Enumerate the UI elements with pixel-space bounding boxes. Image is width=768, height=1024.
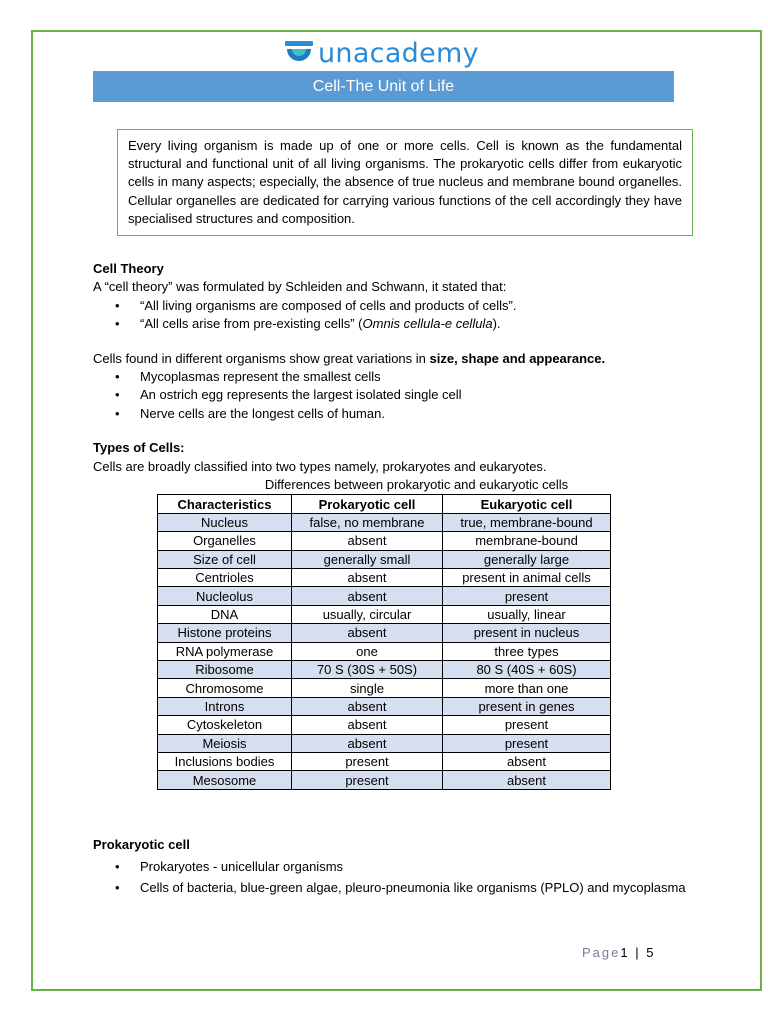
cell-theory-list	[93, 297, 693, 334]
table-cell: present	[443, 734, 611, 752]
table-header: Characteristics	[158, 495, 292, 513]
page-title: Cell-The Unit of Life	[93, 71, 674, 102]
table-cell: absent	[292, 532, 443, 550]
table-row	[158, 734, 611, 752]
table-cell: absent	[292, 734, 443, 752]
table-cell: absent	[443, 752, 611, 770]
table-cell: RNA polymerase	[158, 642, 292, 660]
table-cell: Histone proteins	[158, 624, 292, 642]
variations-lead	[93, 350, 693, 368]
table-row	[158, 752, 611, 770]
unacademy-logo-icon	[284, 38, 314, 68]
lead-text: Cells found in different organisms show great variations in	[93, 350, 430, 366]
table-cell: present in animal cells	[443, 569, 611, 587]
table-header-row	[158, 495, 611, 513]
table-cell: three types	[443, 642, 611, 660]
table-cell: present	[443, 587, 611, 605]
list-item-text: “All cells arise from pre-existing cells” (	[140, 316, 363, 332]
types-intro: Cells are broadly classified into two types namely, prokaryotes and eukaryotes.	[93, 458, 547, 474]
table-cell: Nucleolus	[158, 587, 292, 605]
list-item: • Cells of bacteria, blue-green algae, pleuro-pneumonia like organisms (PPLO) and mycoplasma	[93, 879, 693, 897]
table-cell: one	[292, 642, 443, 660]
variations-list	[93, 368, 693, 423]
page-footer	[582, 945, 655, 960]
main-content	[93, 260, 693, 897]
table-cell: true, membrane-bound	[443, 513, 611, 531]
latin-phrase: Omnis cellula-e cellula	[362, 316, 493, 332]
table-cell: single	[292, 679, 443, 697]
table-cell: membrane-bound	[443, 532, 611, 550]
table-cell: Organelles	[158, 532, 292, 550]
list-item: • Prokaryotes - unicellular organisms	[93, 858, 693, 876]
table-cell: more than one	[443, 679, 611, 697]
table-cell: DNA	[158, 605, 292, 623]
brand-name: unacademy	[318, 37, 479, 69]
table-cell: Centrioles	[158, 569, 292, 587]
table-cell: Mesosome	[158, 771, 292, 789]
table-row	[158, 679, 611, 697]
table-cell: present in genes	[443, 697, 611, 715]
lead-emphasis: size, shape and appearance	[429, 350, 602, 366]
table-row	[158, 587, 611, 605]
list-item: • Mycoplasmas represent the smallest cells	[93, 368, 693, 386]
table-cell: false, no membrane	[292, 513, 443, 531]
table-cell: absent	[292, 587, 443, 605]
table-cell: Inclusions bodies	[158, 752, 292, 770]
page-number: 1	[620, 945, 630, 960]
table-cell: 80 S (40S + 60S)	[443, 660, 611, 678]
cell-theory-intro: A “cell theory” was formulated by Schleiden and Schwann, it stated that:	[93, 279, 507, 295]
table-row	[158, 532, 611, 550]
table-cell: present	[292, 771, 443, 789]
comparison-table	[157, 494, 611, 789]
table-row	[158, 624, 611, 642]
page-separator: |	[635, 945, 641, 960]
list-item: • Nerve cells are the longest cells of human.	[93, 405, 693, 423]
table-row	[158, 513, 611, 531]
table-cell: Chromosome	[158, 679, 292, 697]
table-cell: generally small	[292, 550, 443, 568]
prokaryotic-list	[93, 858, 693, 897]
table-cell: 70 S (30S + 50S)	[292, 660, 443, 678]
list-item: • “All living organisms are composed of cells and products of cells”.	[93, 297, 693, 315]
brand-logo	[284, 36, 479, 70]
table-cell: Nucleus	[158, 513, 292, 531]
table-row	[158, 716, 611, 734]
table-row	[158, 771, 611, 789]
table-cell: absent	[443, 771, 611, 789]
table-cell: present	[443, 716, 611, 734]
table-cell: absent	[292, 569, 443, 587]
table-cell: Size of cell	[158, 550, 292, 568]
types-heading: Types of Cells:	[93, 440, 185, 456]
list-item: • An ostrich egg represents the largest isolated single cell	[93, 386, 693, 404]
list-item	[93, 315, 693, 333]
table-header: Eukaryotic cell	[443, 495, 611, 513]
table-cell: absent	[292, 624, 443, 642]
table-cell: usually, circular	[292, 605, 443, 623]
lead-period: .	[601, 350, 606, 366]
table-body	[158, 513, 611, 789]
prokaryotic-heading: Prokaryotic cell	[93, 836, 190, 852]
table-cell: present	[292, 752, 443, 770]
list-item-text: ).	[492, 316, 501, 332]
table-cell: present in nucleus	[443, 624, 611, 642]
table-row	[158, 642, 611, 660]
page-label: Page	[582, 945, 621, 960]
table-cell: absent	[292, 716, 443, 734]
table-cell: Introns	[158, 697, 292, 715]
table-row	[158, 605, 611, 623]
table-cell: generally large	[443, 550, 611, 568]
table-row	[158, 550, 611, 568]
intro-box: Every living organism is made up of one or more cells. Cell is known as the fundamental structural and functional unit of all living organisms. The prokaryotic cells differ from eukaryotic cells in many aspects; especially, the absence of true nucleus and membrane bound organelles. Cellular organelles are dedicated for carrying various functions of the cell accordingly they have specialised structures and composition.	[117, 129, 693, 236]
table-row	[158, 569, 611, 587]
total-pages: 5	[646, 945, 656, 960]
table-cell: absent	[292, 697, 443, 715]
table-caption: Differences between prokaryotic and eukaryotic cells	[264, 477, 569, 493]
cell-theory-heading: Cell Theory	[93, 261, 164, 276]
table-row	[158, 660, 611, 678]
table-cell: usually, linear	[443, 605, 611, 623]
table-cell: Ribosome	[158, 660, 292, 678]
table-cell: Meiosis	[158, 734, 292, 752]
table-row	[158, 697, 611, 715]
table-cell: Cytoskeleton	[158, 716, 292, 734]
table-header: Prokaryotic cell	[292, 495, 443, 513]
